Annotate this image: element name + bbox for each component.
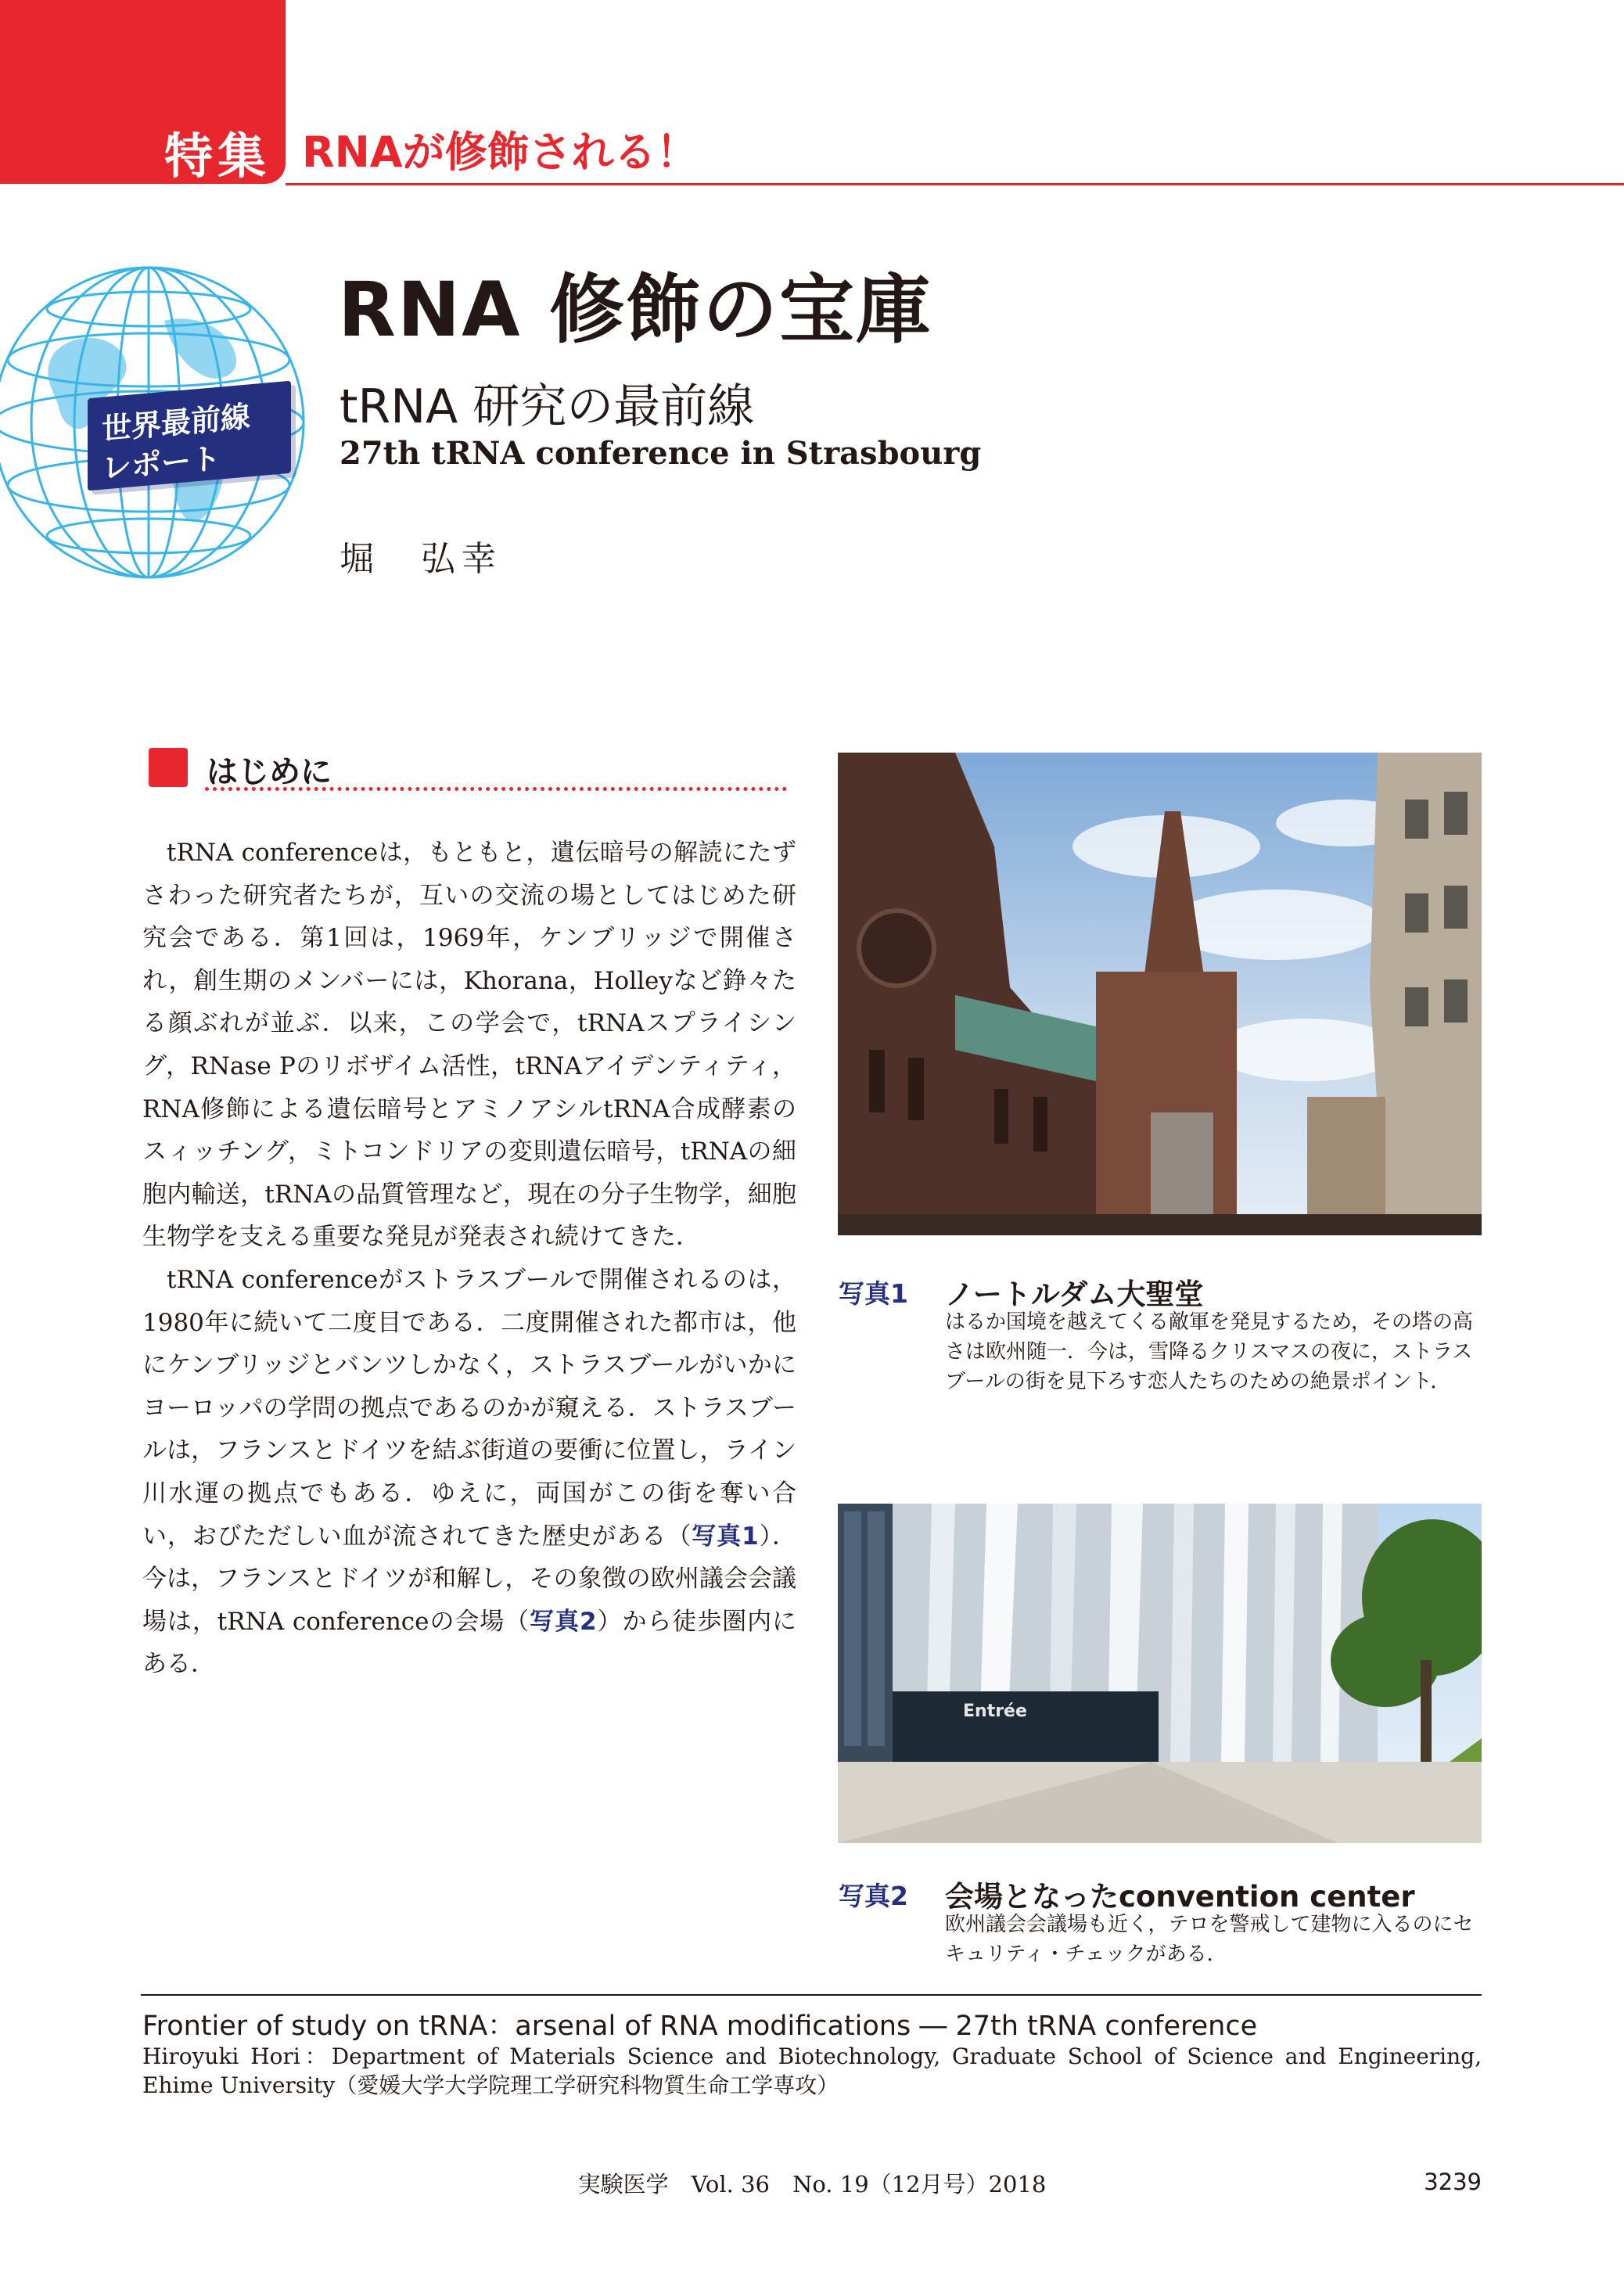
article-author: 堀 弘幸 xyxy=(340,539,502,579)
photo-2-reference: 写真2 xyxy=(530,1607,597,1636)
feature-tag: 特集 xyxy=(164,128,271,185)
series-title: RNAが修飾される！ xyxy=(302,128,699,177)
article-subtitle: tRNA 研究の最前線 xyxy=(340,379,755,434)
badge-line-1: 世界最前線 xyxy=(102,398,251,447)
photo-2-caption: 欧州議会会議場も近く，テロを警戒して建物に入るのにセキュリティ・チェックがある． xyxy=(945,1913,1474,1966)
photo-2-title: 会場となったconvention center xyxy=(945,1880,1415,1914)
body-text xyxy=(142,832,796,1686)
page-number: 3239 xyxy=(1424,2169,1482,2195)
photo-1-caption: はるか国境を越えてくる敵軍を発見するため，その塔の高さは欧州随一．今は，雪降るクリスマスの夜に，ストラスブールの街を見下ろす恋人たちのための絶景ポイント． xyxy=(945,1310,1473,1393)
photo-1-label: 写真1 xyxy=(839,1278,908,1309)
photo-2-label: 写真2 xyxy=(839,1881,908,1911)
footer-rule xyxy=(141,1994,1482,1996)
entrance-sign: Entrée xyxy=(963,1702,1027,1721)
photo-convention-center xyxy=(838,1504,1482,1843)
body-paragraph-1: tRNA conferenceは，もともと，遺伝暗号の解読にたずさわった研究者たちが，互いの交流の場としてはじめた研究会である．第1回は，1969年，ケンブリッジで開催され，創生期のメンバーには，Khorana，Holleyなど錚々たる顔ぶれが並ぶ．以来，この学会で，tRNAスプライシング，RNase Pのリボザイム活性，tRNAアイデンティティ，RNA修飾による遺伝暗号とアミノアシルtRNA合成酵素のスィッチング，ミトコンドリアの変則遺伝暗号，tRNAの細胞内輸送，tRNAの品質管理など，現在の分子生物学，細胞生物学を支える重要な発見が発表され続けてきた． xyxy=(142,839,796,1252)
article-title: RNA 修飾の宝庫 xyxy=(338,266,932,354)
body-paragraph-2-part-c: ）から徒歩圏内にある． xyxy=(142,1607,797,1679)
section-dotted-rule xyxy=(205,787,787,791)
body-paragraph-2 xyxy=(142,1259,796,1686)
photo-cathedral xyxy=(838,753,1482,1235)
world-frontline-badge xyxy=(88,381,291,491)
photo-1-title: ノートルダム大聖堂 xyxy=(945,1278,1204,1311)
english-title: Frontier of study on tRNA：arsenal of RNA modifications ― 27th tRNA conference xyxy=(142,2011,1258,2042)
body-paragraph-2-part-b: ）．今は，フランスとドイツが和解し，その象徴の欧州議会会議場は，tRNA conferenceの会場（ xyxy=(142,1522,797,1636)
badge-line-2: レポート xyxy=(102,440,221,486)
section-marker xyxy=(149,748,188,787)
body-paragraph-2-part-a: tRNA conferenceがストラスブールで開催されるのは，1980年に続いて二度目である．二度開催された都市は，他にケンブリッジとバンツしかなく，ストラスブールがいかにヨーロッパの学問の拠点であるのかが窺える．ストラスブールは，フランスとドイツを結ぶ街道の要衝に位置し，ライン川水運の拠点でもある．ゆえに，両国がこの街を奪い合い，おびただしい血が流されてきた歴史がある（ xyxy=(142,1265,796,1551)
section-heading: はじめに xyxy=(207,754,332,790)
photo-1-reference: 写真1 xyxy=(692,1522,759,1551)
header-rule xyxy=(286,183,1624,185)
article-subtitle-en: 27th tRNA conference in Strasbourg xyxy=(340,435,982,472)
journal-citation: 実験医学 Vol. 36 No. 19（12月号）2018 xyxy=(577,2171,1047,2198)
author-affiliation: Hiroyuki Hori：Department of Materials Science and Biotechnology, Graduate School of Science and Engineering, Ehime University（愛媛大学大学院理工学研究科物質生命工学専攻） xyxy=(142,2043,1482,2098)
